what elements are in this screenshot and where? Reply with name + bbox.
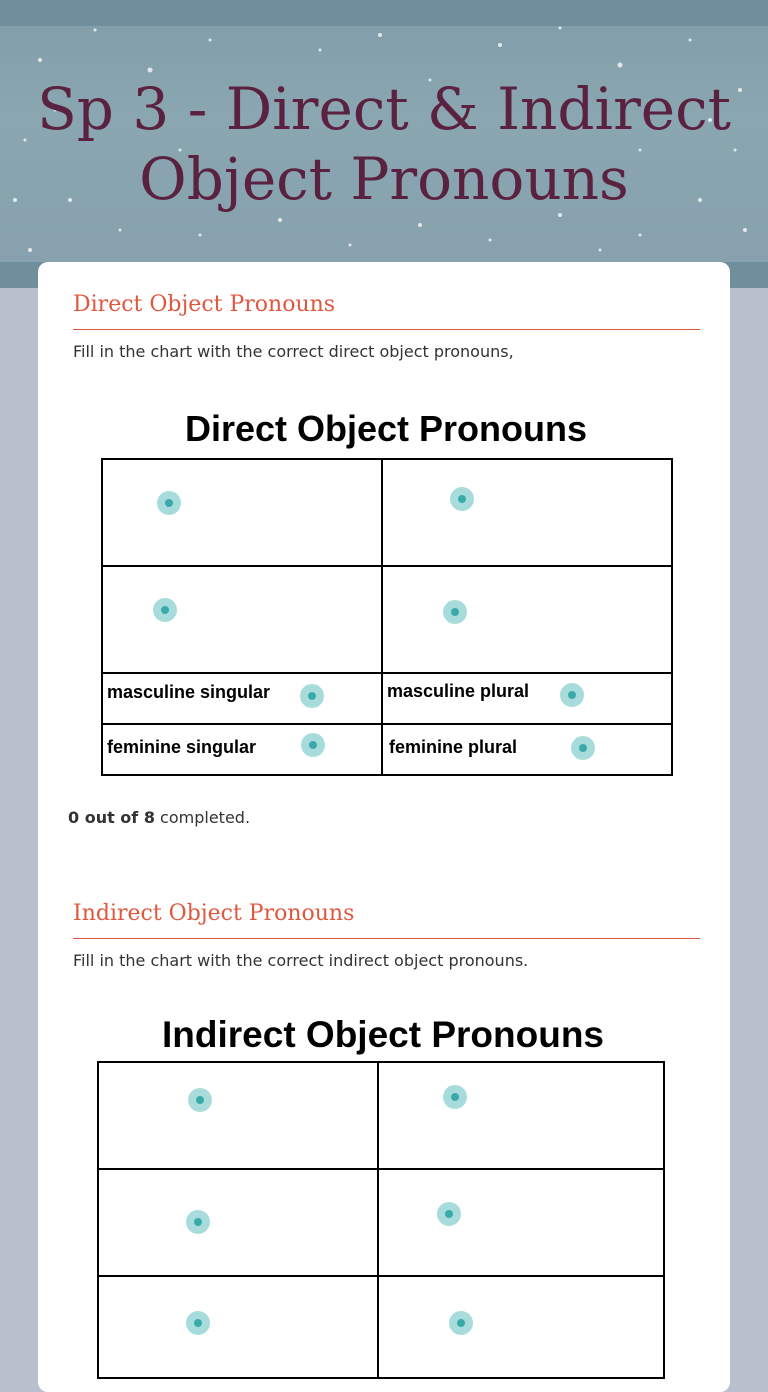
table-row — [102, 459, 672, 566]
answer-hotspot-masculine-singular[interactable] — [300, 684, 324, 708]
header-banner — [0, 0, 768, 288]
answer-hotspot-feminine-singular[interactable] — [301, 733, 325, 757]
direct-section-rule — [73, 329, 700, 330]
table-cell — [98, 1169, 378, 1276]
worksheet-card — [38, 262, 730, 1392]
direct-instructions: Fill in the chart with the correct direct object pronouns, — [73, 342, 514, 361]
label-masculine-plural: masculine plural — [387, 681, 530, 701]
answer-hotspot-direct-2[interactable] — [450, 487, 474, 511]
label-feminine-plural: feminine plural — [389, 737, 518, 757]
table-cell — [102, 566, 382, 673]
answer-hotspot-indirect-5[interactable] — [186, 1311, 210, 1335]
answer-hotspot-indirect-3[interactable] — [186, 1210, 210, 1234]
answer-hotspot-direct-1[interactable] — [157, 491, 181, 515]
table-cell — [102, 673, 382, 724]
table-row — [102, 566, 672, 673]
indirect-pronoun-table — [97, 1061, 665, 1379]
indirect-section-title: Indirect Object Pronouns — [73, 901, 355, 926]
progress-count: 0 out of 8 — [68, 808, 155, 827]
answer-hotspot-indirect-1[interactable] — [188, 1088, 212, 1112]
table-cell — [98, 1276, 378, 1378]
direct-pronoun-table — [101, 458, 673, 776]
label-feminine-singular: feminine singular — [107, 737, 257, 757]
table-cell — [378, 1169, 664, 1276]
table-cell — [382, 459, 672, 566]
table-row — [98, 1169, 664, 1276]
table-row — [98, 1276, 664, 1378]
direct-chart-heading: Direct Object Pronouns — [184, 408, 588, 449]
table-cell — [382, 673, 672, 724]
progress-suffix: completed. — [154, 808, 251, 827]
table-cell — [102, 724, 382, 775]
answer-hotspot-indirect-4[interactable] — [437, 1202, 461, 1226]
table-cell — [382, 566, 672, 673]
indirect-chart-heading: Indirect Object Pronouns — [162, 1014, 604, 1055]
progress-status — [68, 808, 250, 827]
direct-section-title: Direct Object Pronouns — [73, 292, 336, 317]
label-masculine-singular: masculine singular — [107, 682, 271, 702]
table-cell — [98, 1062, 378, 1169]
answer-hotspot-masculine-plural[interactable] — [560, 683, 584, 707]
table-row — [102, 673, 672, 724]
indirect-section-rule — [73, 938, 700, 939]
answer-hotspot-feminine-plural[interactable] — [571, 736, 595, 760]
answer-hotspot-direct-4[interactable] — [443, 600, 467, 624]
page-title-line2: Object Pronouns — [139, 145, 629, 213]
table-cell — [382, 724, 672, 775]
indirect-instructions: Fill in the chart with the correct indirect object pronouns. — [73, 951, 529, 970]
table-cell — [102, 459, 382, 566]
answer-hotspot-indirect-2[interactable] — [443, 1085, 467, 1109]
answer-hotspot-indirect-6[interactable] — [449, 1311, 473, 1335]
page-title — [0, 74, 768, 214]
answer-hotspot-direct-3[interactable] — [153, 598, 177, 622]
table-cell — [378, 1276, 664, 1378]
table-row — [98, 1062, 664, 1169]
page-title-line1: Sp 3 - Direct & Indirect — [37, 75, 731, 143]
table-cell — [378, 1062, 664, 1169]
